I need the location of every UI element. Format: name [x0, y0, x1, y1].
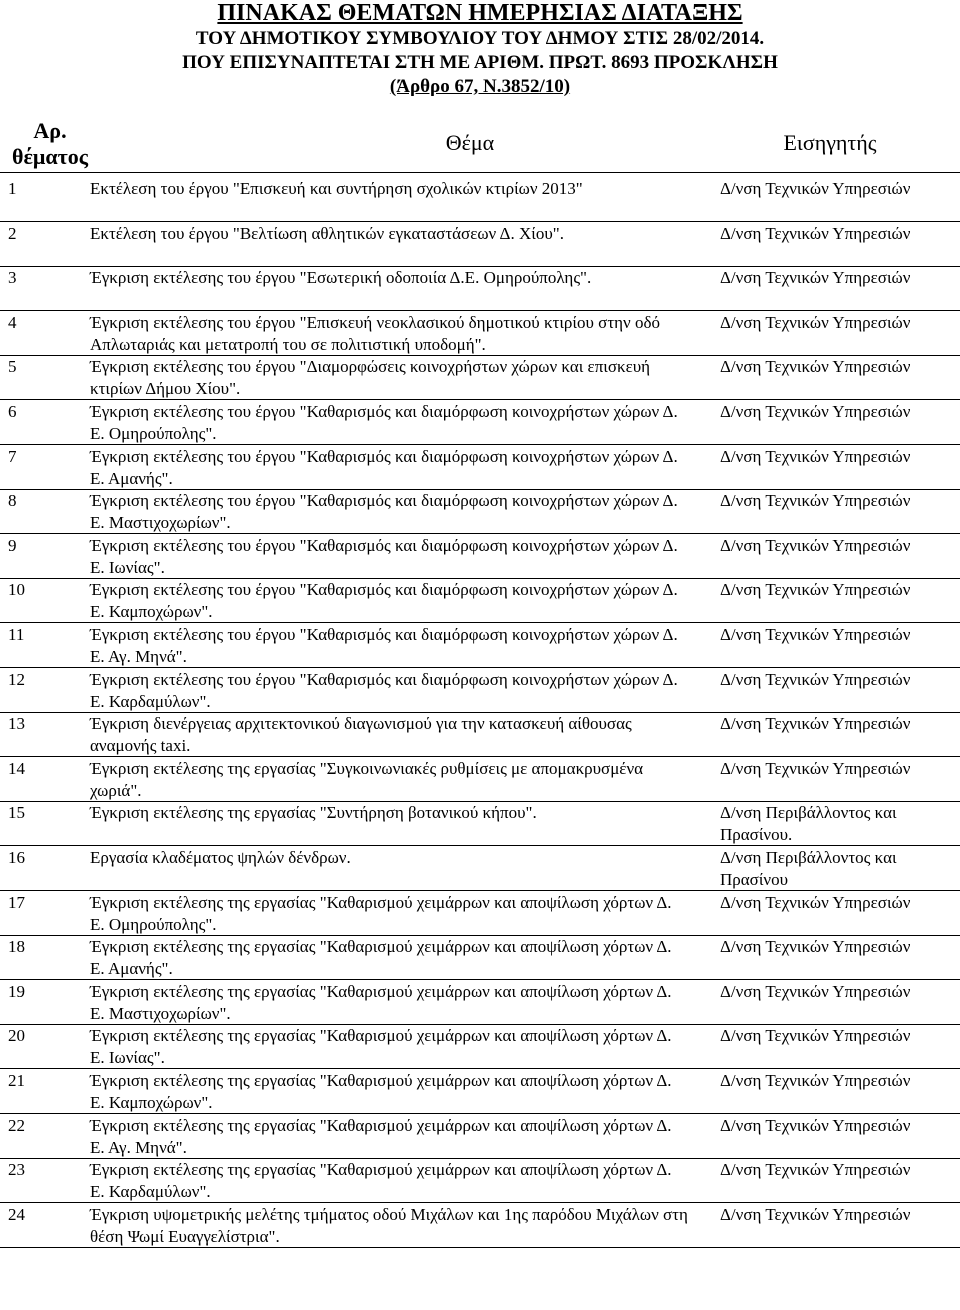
row-theme-text: Εργασία κλαδέματος ψηλών δένδρων.	[90, 848, 351, 867]
table-row	[0, 490, 960, 534]
column-header-number	[0, 118, 100, 170]
row-theme-text: Έγκριση διενέργειας αρχιτεκτονικού διαγωνισμού για την κατασκευή αίθουσας αναμονής taxi.	[90, 714, 632, 756]
table-row	[0, 1159, 960, 1203]
row-theme-text: Έγκριση εκτέλεσης του έργου "Καθαρισμός και διαμόρφωση κοινοχρήστων χώρων Δ. Ε. Καρδαμύλων".	[90, 669, 678, 711]
row-theme-text: Έγκριση υψομετρικής μελέτης τμήματος οδού Μιχάλων και 1ης παρόδου Μιχάλων στη θέση Ψωμί Ευαγγελίστρια".	[90, 1204, 688, 1246]
row-rapporteur: Δ/νση Τεχνικών Υπηρεσιών	[720, 491, 911, 511]
table-row	[0, 802, 960, 846]
row-rapporteur: Δ/νση Τεχνικών Υπηρεσιών	[720, 1204, 911, 1224]
row-number: 2	[8, 223, 17, 243]
row-number: 14	[8, 758, 25, 778]
row-rapporteur: Δ/νση Τεχνικών Υπηρεσιών	[720, 714, 911, 734]
row-rapporteur: Δ/νση Τεχνικών Υπηρεσιών	[720, 580, 911, 600]
row-theme-text: Έγκριση εκτέλεσης της εργασίας "Καθαρισμού χειμάρρων και αποψίλωση χόρτων Δ. Ε. Ιωνίας".	[90, 1026, 672, 1068]
row-theme-text: Έγκριση εκτέλεσης του έργου "Καθαρισμός και διαμόρφωση κοινοχρήστων χώρων Δ. Ε. Καμποχώρων".	[90, 580, 678, 622]
row-rapporteur: Δ/νση Τεχνικών Υπηρεσιών	[720, 981, 911, 1001]
row-rapporteur: Δ/νση Τεχνικών Υπηρεσιών	[720, 1071, 911, 1090]
row-number: 12	[8, 669, 25, 689]
table-row	[0, 981, 960, 1025]
header-line-1: ΤΟΥ ΔΗΜΟΤΙΚΟΥ ΣΥΜΒΟΥΛΙΟΥ ΤΟΥ ΔΗΜΟΥ ΣΤΙΣ 28/02/2014.	[195, 28, 765, 49]
table-row	[0, 669, 960, 713]
row-number: 17	[8, 892, 25, 912]
row-number: 22	[8, 1115, 25, 1135]
column-header-theme: Θέμα	[445, 130, 495, 155]
row-rapporteur: Δ/νση Τεχνικών Υπηρεσιών	[720, 892, 911, 912]
row-rapporteur: Δ/νση Τεχνικών Υπηρεσιών	[720, 357, 911, 377]
row-rapporteur: Δ/νση Τεχνικών Υπηρεσιών	[720, 1115, 911, 1135]
row-rapporteur: Δ/νση Τεχνικών Υπηρεσιών	[720, 937, 911, 957]
table-row	[0, 1204, 960, 1248]
row-theme-text: Έγκριση εκτέλεσης του έργου "Καθαρισμός και διαμόρφωση κοινοχρήστων χώρων Δ. Ε. Ομηρούπολης".	[90, 402, 678, 443]
row-number: 3	[8, 268, 17, 288]
row-rapporteur: Δ/νση Τεχνικών Υπηρεσιών	[720, 312, 911, 332]
table-row	[0, 535, 960, 579]
row-theme-text: Έγκριση εκτέλεσης της εργασίας "Συντήρηση βοτανικού κήπου".	[90, 803, 537, 823]
row-theme-text: Έγκριση εκτέλεσης της εργασίας "Καθαρισμού χειμάρρων και αποψίλωση χόρτων Δ. Ε. Ομηρούπολης".	[90, 892, 672, 934]
row-theme-text: Έγκριση εκτέλεσης του έργου "Επισκευή νεοκλασικού δημοτικού κτιρίου στην οδό Απλωταριάς και μετατροπή του σε πολιτιστική υποδομή".	[90, 312, 660, 354]
row-number: 20	[8, 1026, 25, 1046]
table-row	[0, 1070, 960, 1114]
row-number: 9	[8, 535, 17, 555]
table-row	[0, 223, 960, 267]
row-number: 5	[8, 357, 17, 377]
table-row	[0, 312, 960, 356]
row-theme-text: Έγκριση εκτέλεσης του έργου "Καθαρισμός και διαμόρφωση κοινοχρήστων χώρων Δ. Ε. Αμανής".	[90, 446, 678, 488]
row-theme-text: Έγκριση εκτέλεσης του έργου "Εσωτερική οδοποιία Δ.Ε. Ομηρούπολης".	[90, 268, 592, 288]
row-number: 1	[8, 179, 17, 198]
row-number: 18	[8, 937, 25, 957]
row-theme-text: Έγκριση εκτέλεσης του έργου "Καθαρισμός και διαμόρφωση κοινοχρήστων χώρων Δ. Ε. Αγ. Μηνά".	[90, 625, 678, 666]
table-row	[0, 178, 960, 222]
row-number: 19	[8, 981, 25, 1001]
table-row	[0, 401, 960, 445]
row-rapporteur: Δ/νση Τεχνικών Υπηρεσιών	[720, 402, 911, 421]
row-number: 16	[8, 848, 25, 867]
row-rapporteur: Δ/νση Τεχνικών Υπηρεσιών	[720, 1026, 911, 1046]
row-rapporteur: Δ/νση Τεχνικών Υπηρεσιών	[720, 669, 911, 689]
row-number: 6	[8, 402, 17, 421]
row-number: 23	[8, 1160, 25, 1180]
header-line-3: (Άρθρο 67, Ν.3852/10)	[389, 76, 571, 97]
table-row	[0, 624, 960, 668]
row-theme-text: Εκτέλεση του έργου "Βελτίωση αθλητικών εγκαταστάσεων Δ. Χίου".	[90, 223, 564, 243]
row-rapporteur: Δ/νση Περιβάλλοντος και Πρασίνου	[720, 848, 897, 889]
row-theme-text: Έγκριση εκτέλεσης της εργασίας "Καθαρισμού χειμάρρων και αποψίλωση χόρτων Δ. Ε. Αμανής".	[90, 937, 672, 979]
table-row	[0, 579, 960, 623]
table-row	[0, 892, 960, 936]
row-number: 13	[8, 714, 25, 734]
row-number: 24	[8, 1204, 25, 1224]
column-header-rapporteur: Εισηγητής	[783, 130, 877, 155]
row-rapporteur: Δ/νση Τεχνικών Υπηρεσιών	[720, 268, 911, 288]
row-number: 11	[8, 625, 25, 644]
row-rapporteur: Δ/νση Τεχνικών Υπηρεσιών	[720, 1160, 911, 1180]
row-number: 4	[8, 312, 17, 332]
row-rapporteur: Δ/νση Τεχνικών Υπηρεσιών	[720, 446, 911, 466]
row-rapporteur: Δ/νση Τεχνικών Υπηρεσιών	[720, 535, 911, 555]
table-row	[0, 713, 960, 757]
table-row	[0, 446, 960, 490]
table-row	[0, 1115, 960, 1159]
row-theme-text: Έγκριση εκτέλεσης της εργασίας "Καθαρισμού χειμάρρων και αποψίλωση χόρτων Δ. Ε. Καρδαμύλων".	[90, 1160, 672, 1202]
row-theme-text: Έγκριση εκτέλεσης της εργασίας "Καθαρισμού χειμάρρων και αποψίλωση χόρτων Δ. Ε. Αγ. Μηνά".	[90, 1115, 672, 1157]
row-theme-text: Έγκριση εκτέλεσης της εργασίας "Συγκοινωνιακές ρυθμίσεις με απομακρυσμένα χωριά".	[90, 758, 644, 800]
row-theme-text: Εκτέλεση του έργου "Επισκευή και συντήρηση σχολικών κτιρίων 2013"	[90, 179, 583, 198]
row-theme-text: Έγκριση εκτέλεσης της εργασίας "Καθαρισμού χειμάρρων και αποψίλωση χόρτων Δ. Ε. Μαστιχοχωρίων".	[90, 981, 672, 1023]
row-number: 10	[8, 580, 25, 600]
row-theme-text: Έγκριση εκτέλεσης του έργου "Καθαρισμός και διαμόρφωση κοινοχρήστων χώρων Δ. Ε. Ιωνίας".	[90, 535, 678, 577]
table-row	[0, 758, 960, 802]
row-rapporteur: Δ/νση Τεχνικών Υπηρεσιών	[720, 223, 911, 243]
row-number: 8	[8, 491, 17, 511]
row-divider	[0, 1247, 960, 1248]
row-rapporteur: Δ/νση Περιβάλλοντος και Πρασίνου.	[720, 803, 897, 845]
table-row	[0, 356, 960, 400]
header-line-2: ΠΟΥ ΕΠΙΣΥΝΑΠΤΕΤΑΙ ΣΤΗ ΜΕ ΑΡΙΘΜ. ΠΡΩΤ. 8693 ΠΡΟΣΚΛΗΣΗ	[182, 52, 778, 73]
row-number: 21	[8, 1071, 25, 1090]
row-theme-text: Έγκριση εκτέλεσης του έργου "Διαμορφώσεις κοινοχρήστων χώρων και επισκευή κτιρίων Δήμου Χίου".	[90, 357, 651, 399]
row-number: 7	[8, 446, 17, 466]
column-header-number-line2: θέματος	[11, 144, 89, 169]
table-row	[0, 267, 960, 311]
row-rapporteur: Δ/νση Τεχνικών Υπηρεσιών	[720, 625, 911, 644]
table-row	[0, 1025, 960, 1069]
header-divider	[0, 172, 960, 173]
table-row	[0, 847, 960, 891]
table-row	[0, 936, 960, 980]
row-theme-text: Έγκριση εκτέλεσης του έργου "Καθαρισμός και διαμόρφωση κοινοχρήστων χώρων Δ. Ε. Μαστιχοχωρίων".	[90, 491, 678, 533]
row-theme-text: Έγκριση εκτέλεσης της εργασίας "Καθαρισμού χειμάρρων και αποψίλωση χόρτων Δ. Ε. Καμποχώρων".	[90, 1071, 672, 1112]
column-header-number-line1: Αρ.	[33, 118, 67, 143]
row-rapporteur: Δ/νση Τεχνικών Υπηρεσιών	[720, 179, 911, 198]
row-rapporteur: Δ/νση Τεχνικών Υπηρεσιών	[720, 758, 911, 778]
document-title: ΠΙΝΑΚΑΣ ΘΕΜΑΤΩΝ ΗΜΕΡΗΣΙΑΣ ΔΙΑΤΑΞΗΣ	[217, 0, 743, 26]
row-number: 15	[8, 803, 25, 823]
